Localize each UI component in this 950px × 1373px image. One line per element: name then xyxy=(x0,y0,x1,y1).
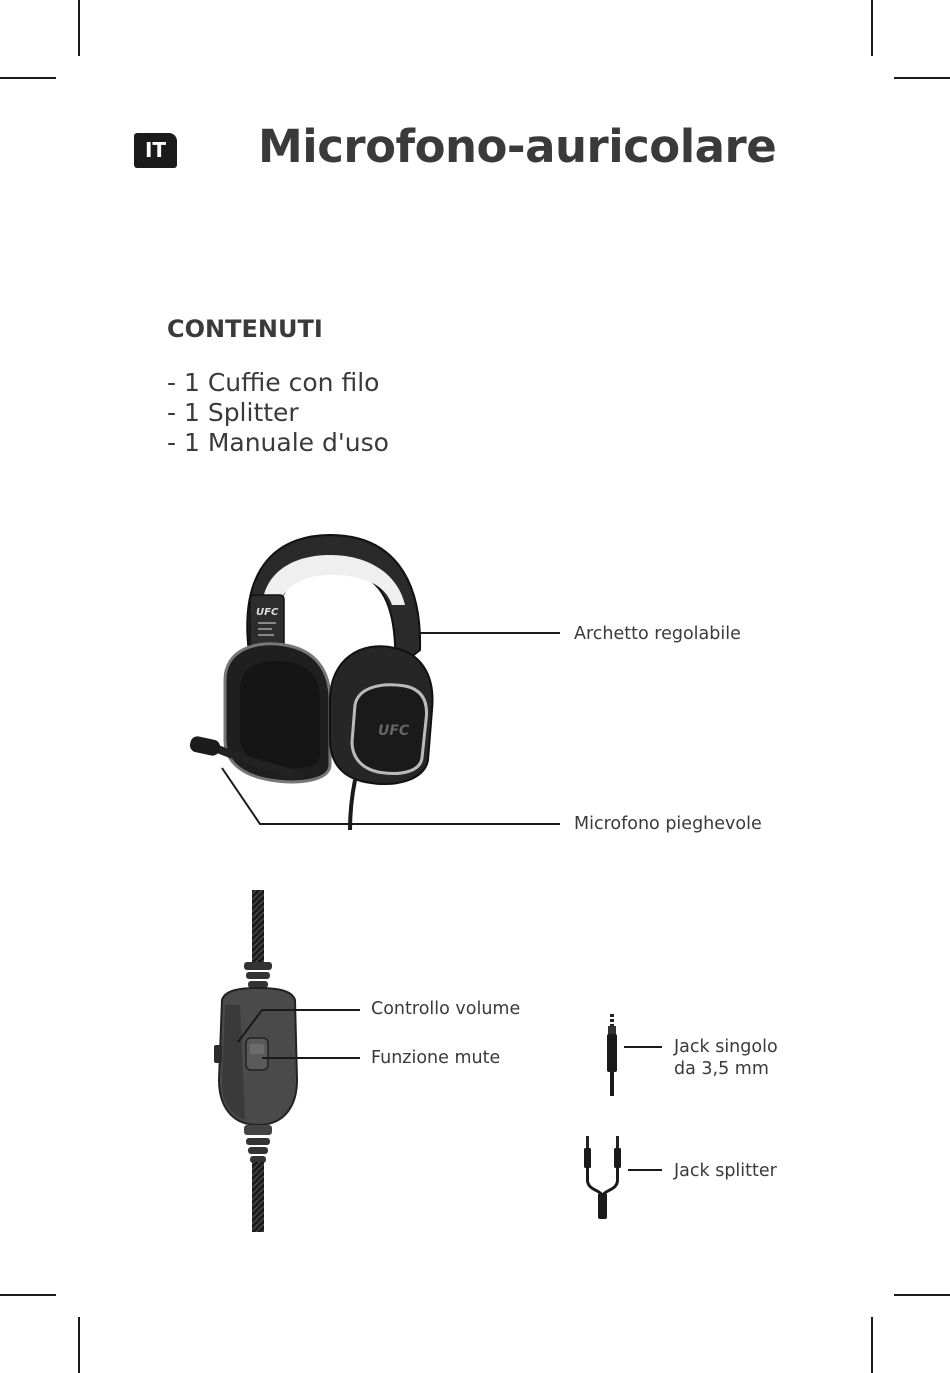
splitter-illustration xyxy=(584,1136,662,1219)
list-item: - 1 Cuffie con filo xyxy=(167,368,380,397)
inline-controller-illustration xyxy=(214,890,360,1232)
splitter-jack-label: Jack splitter xyxy=(674,1161,777,1181)
microphone-label: Microfono pieghevole xyxy=(574,814,762,834)
contents-heading: CONTENUTI xyxy=(167,315,323,343)
language-badge: IT xyxy=(134,133,177,168)
single-jack-label-line2: da 3,5 mm xyxy=(674,1059,769,1079)
svg-text:UFC: UFC xyxy=(378,723,410,739)
headset-illustration xyxy=(189,535,560,830)
svg-text:UFC: UFC xyxy=(256,607,279,618)
list-item: - 1 Splitter xyxy=(167,398,299,427)
single-jack-label-line1: Jack singolo xyxy=(674,1037,778,1057)
list-item: - 1 Manuale d'uso xyxy=(167,428,389,457)
headband-label: Archetto regolabile xyxy=(574,624,741,644)
single-jack-illustration xyxy=(607,1014,662,1096)
volume-control-label: Controllo volume xyxy=(371,999,521,1019)
page-title: Microfono-auricolare xyxy=(258,120,777,173)
mute-function-label: Funzione mute xyxy=(371,1048,501,1068)
